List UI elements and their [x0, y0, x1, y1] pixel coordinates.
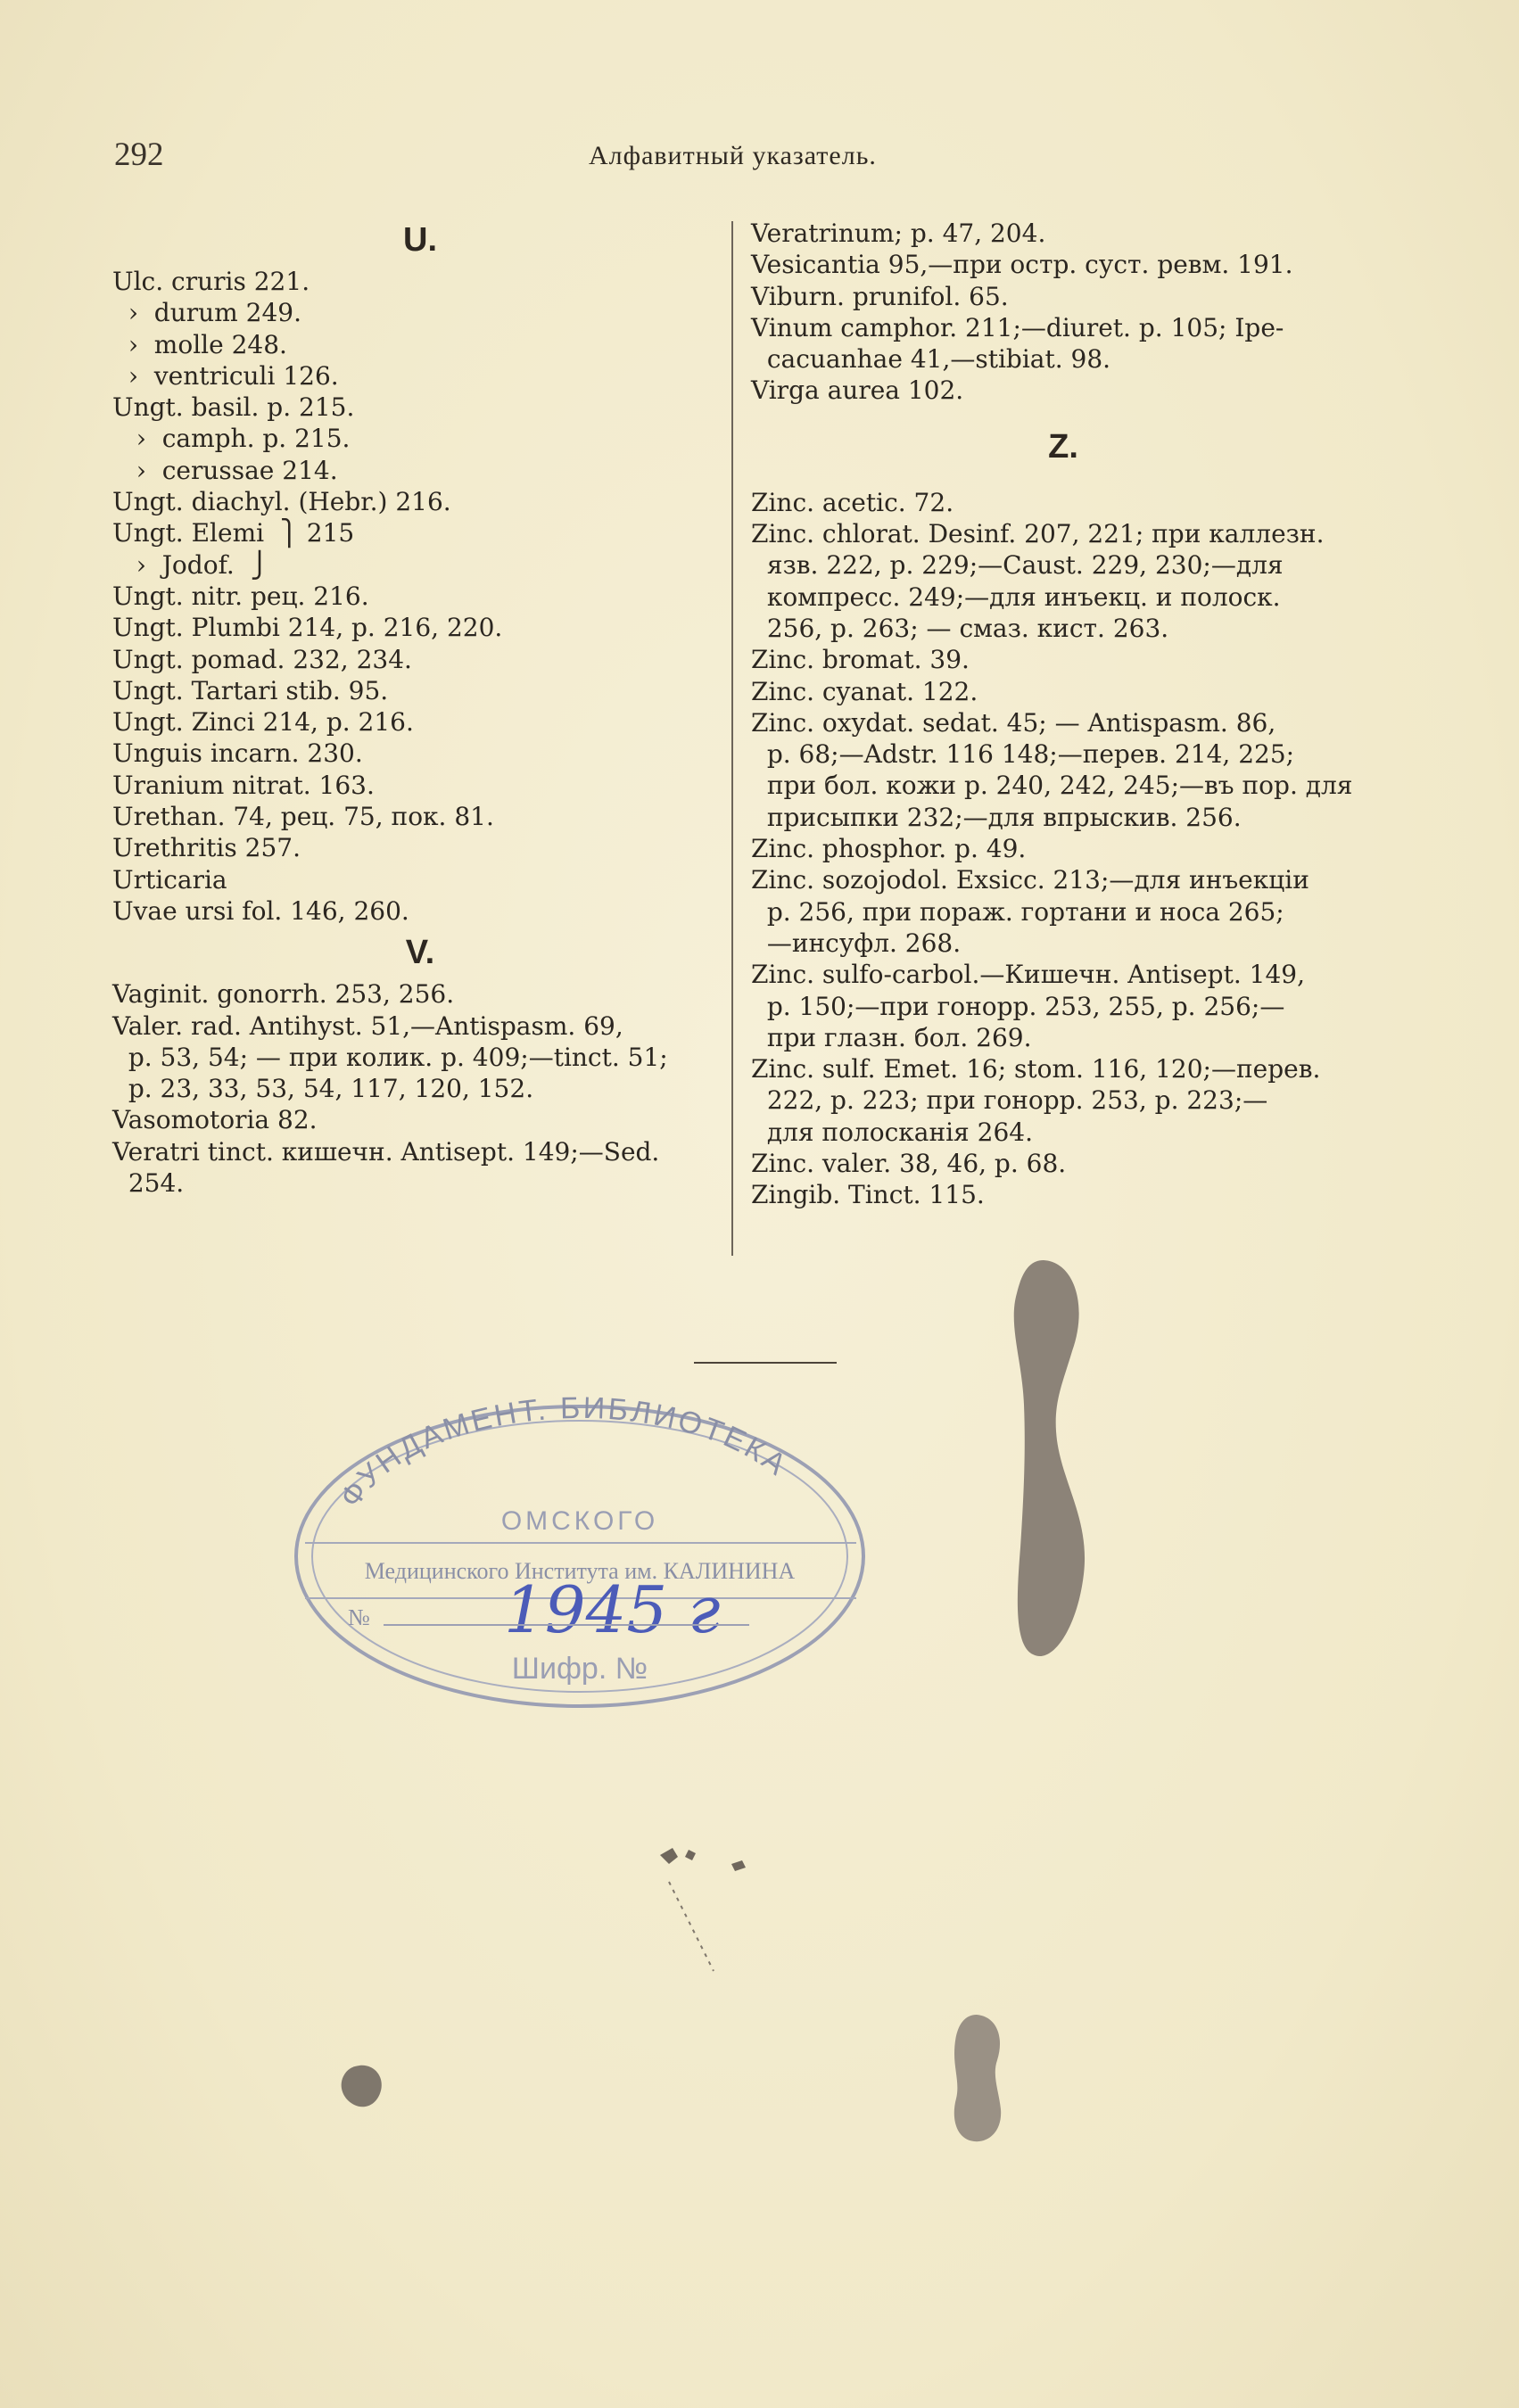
index-entry: для полосканiя 264. [751, 1117, 1033, 1147]
stamp-handwritten-year: 1945 г [504, 1572, 721, 1647]
section-letter-u: U. [403, 221, 437, 259]
index-entry: —инсуфл. 268. [751, 928, 962, 958]
ink-blot-upper [990, 1253, 1097, 1672]
index-entry: Zingib. Tinct. 115. [751, 1180, 985, 1210]
stamp-middle-text: ОМСКОГО [500, 1506, 659, 1536]
index-entry: присыпки 232;—для впрыскив. 256. [751, 802, 1242, 832]
index-entry: язв. 222, p. 229;—Caust. 229, 230;—для [751, 550, 1284, 581]
index-entry: Zinc. bromat. 39. [751, 645, 970, 675]
left-column [112, 214, 728, 1199]
index-entry: при глазн. бол. 269. [751, 1022, 1032, 1052]
index-entry: Virga aurea 102. [751, 375, 964, 406]
stamp-top-text: ФУНДАМЕНТ. БИБЛИОТЕКА [333, 1391, 795, 1514]
stamp-shelf-label: Шифр. № [511, 1652, 648, 1686]
index-entry: Unguis incarn. 230. [112, 738, 363, 769]
index-entry: Vaginit. gonorrh. 253, 256. [112, 979, 455, 1010]
ink-smudge-left [334, 2060, 388, 2114]
stamp-number-label: № [348, 1604, 370, 1630]
index-entry: p. 23, 33, 53, 54, 117, 120, 152. [112, 1074, 534, 1104]
index-entry: 256, p. 263; — смаз. кист. 263. [751, 613, 1169, 643]
index-entry: Veratri tinct. кишечн. Antisept. 149;—Sed. [112, 1136, 660, 1167]
index-entry: Ulc. cruris 221. [112, 267, 310, 296]
index-entry: компресс. 249;—для инъекц. и полоск. [751, 581, 1281, 612]
index-entry: p. 256, при пораж. гортани и носа 265; [751, 896, 1284, 927]
entry-list-z [751, 487, 1375, 1211]
index-entry: Zinc. oxydat. sedat. 45; — Antispasm. 86, [751, 707, 1276, 738]
right-column [751, 218, 1375, 1211]
index-entry: › ventriculi 126. [112, 360, 339, 391]
page-number: 292 [114, 136, 164, 173]
index-entry: Ungt. pomad. 232, 234. [112, 644, 412, 674]
index-entry: Urethritis 257. [112, 833, 301, 863]
ink-blot-lower [945, 2011, 1008, 2145]
index-entry: Zinc. chlorat. Desinf. 207, 221; при каллезн. [751, 519, 1325, 549]
ink-speck-cluster [642, 1828, 776, 1980]
index-entry: Vesicantia 95,—при остр. суст. ревм. 191. [751, 250, 1293, 280]
index-entry: Ungt. diachyl. (Hebr.) 216. [112, 487, 451, 517]
index-entry: › camph. p. 215. [112, 424, 351, 454]
index-entry: Urticaria [112, 864, 227, 895]
running-head: Алфавитный указатель. [589, 141, 877, 170]
index-entry: Zinc. phosphor. p. 49. [751, 834, 1027, 864]
index-entry: Zinc. sulfo-carbol.—Кишечн. Antisept. 149, [751, 960, 1305, 990]
index-entry: 222, p. 223; при гонорр. 253, p. 223;— [751, 1085, 1268, 1116]
index-entry: › molle 248. [112, 329, 287, 359]
column-divider [731, 221, 733, 1256]
stamp-band-text: Медицинского Института им. КАЛИНИНА [364, 1558, 796, 1584]
index-entry: Ungt. Zinci 214, p. 216. [112, 707, 414, 738]
index-entry: Vinum camphor. 211;—diuret. p. 105; Ipe- [751, 312, 1284, 342]
index-entry: Veratrinum; p. 47, 204. [751, 219, 1046, 248]
index-entry: при бол. кожи p. 240, 242, 245;—въ пор. для [751, 771, 1353, 801]
index-entry: Zinc. sulf. Emet. 16; stom. 116, 120;—перев. [751, 1054, 1321, 1084]
entry-list-u [112, 266, 728, 927]
index-entry: Uranium nitrat. 163. [112, 770, 375, 800]
section-letter-v: V. [405, 934, 435, 972]
index-entry: Zinc. valer. 38, 46, p. 68. [751, 1149, 1067, 1179]
index-entry: Zinc. cyanat. 122. [751, 676, 978, 706]
entry-list-v-continued [751, 218, 1375, 407]
index-entry: Ungt. basil. p. 215. [112, 392, 355, 423]
index-entry: Zinc. acetic. 72. [751, 487, 954, 517]
index-entry: Zinc. sozojodol. Exsicc. 213;—для инъекцiи [751, 865, 1309, 895]
index-entry: › durum 249. [112, 298, 301, 328]
index-entry: p. 68;—Adstr. 116 148;—перев. 214, 225; [751, 739, 1295, 770]
index-entry: Vasomotoria 82. [112, 1105, 318, 1135]
index-entry: Viburn. prunifol. 65. [751, 281, 1009, 311]
index-entry: Ungt. Plumbi 214, p. 216, 220. [112, 613, 503, 643]
index-entry: Ungt. Tartari stib. 95. [112, 675, 389, 705]
closing-rule [694, 1362, 837, 1364]
entry-list-v [112, 978, 728, 1199]
index-entry: Valer. rad. Antihyst. 51,—Antispasm. 69, [112, 1010, 623, 1041]
index-entry: 254. [112, 1168, 185, 1199]
index-entry: p. 150;—при гонорр. 253, 255, p. 256;— [751, 991, 1285, 1021]
index-entry: › Jodof. ⎭ [112, 549, 269, 580]
index-entry: Ungt. Elemi ⎫ 215 [112, 518, 355, 548]
section-letter-z: Z. [1048, 427, 1078, 466]
index-entry: Uvae ursi fol. 146, 260. [112, 895, 409, 926]
index-entry: Urethan. 74, рец. 75, пок. 81. [112, 802, 494, 832]
index-entry: p. 53, 54; — при колик. p. 409;—tinct. 51; [112, 1042, 668, 1072]
library-stamp [285, 1391, 874, 1712]
index-entry: cacuanhae 41,—stibiat. 98. [751, 344, 1111, 375]
index-entry: › cerussae 214. [112, 455, 338, 485]
index-entry: Ungt. nitr. рец. 216. [112, 581, 369, 611]
